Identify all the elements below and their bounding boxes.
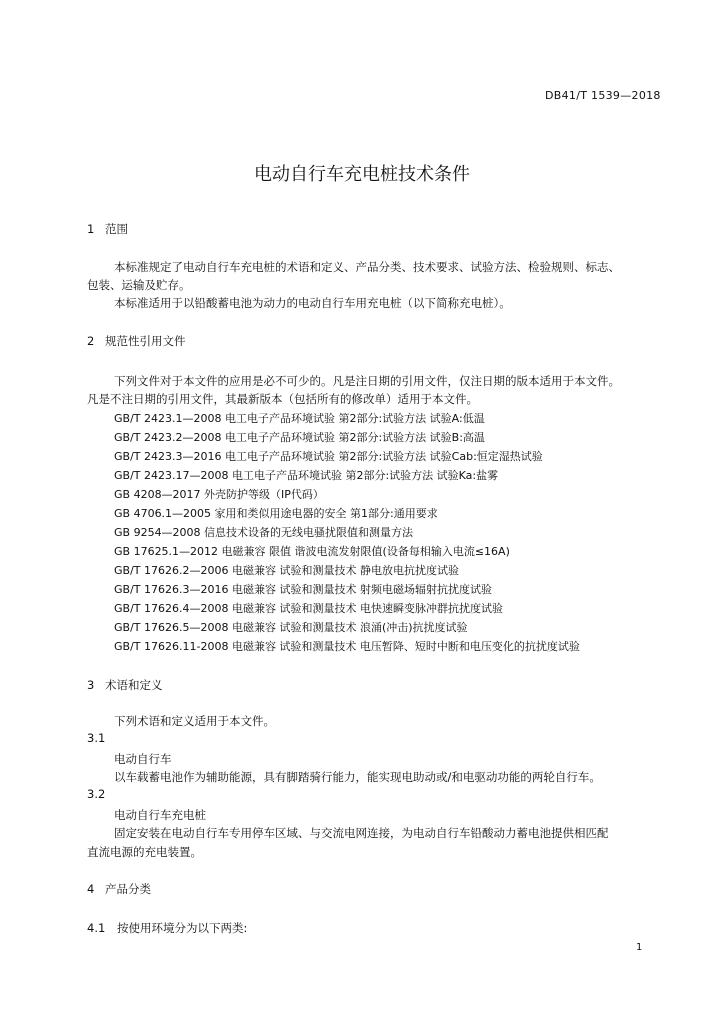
section-title: 规范性引用文件 — [105, 334, 186, 348]
section-number: 4 — [87, 882, 95, 896]
section-2-heading — [87, 333, 186, 349]
reference-item: GB/T 17626.2—2006 电磁兼容 试验和测量技术 静电放电抗扰度试验 — [114, 564, 459, 577]
terms-intro: 下列术语和定义适用于本文件。 — [114, 714, 275, 728]
subclause-number: 4.1 — [87, 921, 106, 935]
section-title: 范围 — [105, 222, 128, 236]
reference-item: GB/T 2423.17—2008 电工电子产品环境试验 第2部分:试验方法 试验Ka:盐雾 — [114, 469, 499, 482]
section-number: 3 — [87, 678, 95, 692]
reference-item: GB/T 17626.5—2008 电磁兼容 试验和测量技术 浪涌(冲击)抗扰度试验 — [114, 621, 468, 634]
term-name: 电动自行车充电桩 — [114, 808, 206, 822]
term-number: 3.1 — [87, 731, 106, 745]
document-title: 电动自行车充电桩技术条件 — [254, 164, 470, 185]
section-title: 术语和定义 — [105, 678, 163, 692]
reference-item: GB/T 17626.4—2008 电磁兼容 试验和测量技术 电快速瞬变脉冲群抗扰度试验 — [114, 602, 503, 615]
term-definition-cont: 直流电源的充电装置。 — [87, 845, 202, 859]
reference-item: GB/T 2423.3—2016 电工电子产品环境试验 第2部分:试验方法 试验Cab:恒定湿热试验 — [114, 450, 543, 463]
subclause-4-1 — [87, 920, 247, 936]
scope-paragraph-1: 本标准规定了电动自行车充电桩的术语和定义、产品分类、技术要求、试验方法、检验规则、标志、 — [114, 260, 620, 274]
page-number: 1 — [636, 942, 643, 953]
section-4-heading — [87, 881, 151, 897]
standard-number: DB41/T 1539—2018 — [545, 89, 661, 102]
reference-item: GB/T 17626.11-2008 电磁兼容 试验和测量技术 电压暂降、短时中断和电压变化的抗扰度试验 — [114, 640, 580, 653]
reference-item: GB 17625.1—2012 电磁兼容 限值 谐波电流发射限值(设备每相输入电流≤16A) — [114, 545, 510, 558]
reference-item: GB/T 2423.2—2008 电工电子产品环境试验 第2部分:试验方法 试验B:高温 — [114, 431, 485, 444]
reference-item: GB 9254—2008 信息技术设备的无线电骚扰限值和测量方法 — [114, 526, 414, 539]
term-number: 3.2 — [87, 787, 106, 801]
section-number: 1 — [87, 222, 95, 236]
section-title: 产品分类 — [105, 882, 151, 896]
normative-intro: 下列文件对于本文件的应用是必不可少的。凡是注日期的引用文件，仅注日期的版本适用于本文件。 — [114, 374, 620, 388]
scope-paragraph-2: 本标准适用于以铅酸蓄电池为动力的电动自行车用充电桩（以下简称充电桩）。 — [114, 296, 511, 310]
scope-paragraph-1-cont: 包装、运输及贮存。 — [87, 278, 191, 292]
term-name: 电动自行车 — [114, 752, 172, 766]
reference-item: GB 4706.1—2005 家用和类似用途电器的安全 第1部分:通用要求 — [114, 507, 438, 520]
reference-item: GB/T 17626.3—2016 电磁兼容 试验和测量技术 射频电磁场辐射抗扰度试验 — [114, 583, 492, 596]
reference-item: GB 4208—2017 外壳防护等级（IP代码） — [114, 488, 324, 501]
reference-item: GB/T 2423.1—2008 电工电子产品环境试验 第2部分:试验方法 试验A:低温 — [114, 412, 485, 425]
subclause-text: 按使用环境分为以下两类: — [117, 921, 248, 935]
section-1-heading — [87, 221, 128, 237]
normative-intro-cont: 凡是不注日期的引用文件，其最新版本（包括所有的修改单）适用于本文件。 — [87, 392, 478, 406]
term-definition: 以车载蓄电池作为辅助能源，具有脚踏骑行能力，能实现电助动或/和电驱动功能的两轮自行车。 — [114, 770, 601, 784]
term-definition: 固定安装在电动自行车专用停车区域、与交流电网连接，为电动自行车铅酸动力蓄电池提供相匹配 — [114, 826, 609, 840]
section-3-heading — [87, 677, 163, 693]
section-number: 2 — [87, 334, 95, 348]
